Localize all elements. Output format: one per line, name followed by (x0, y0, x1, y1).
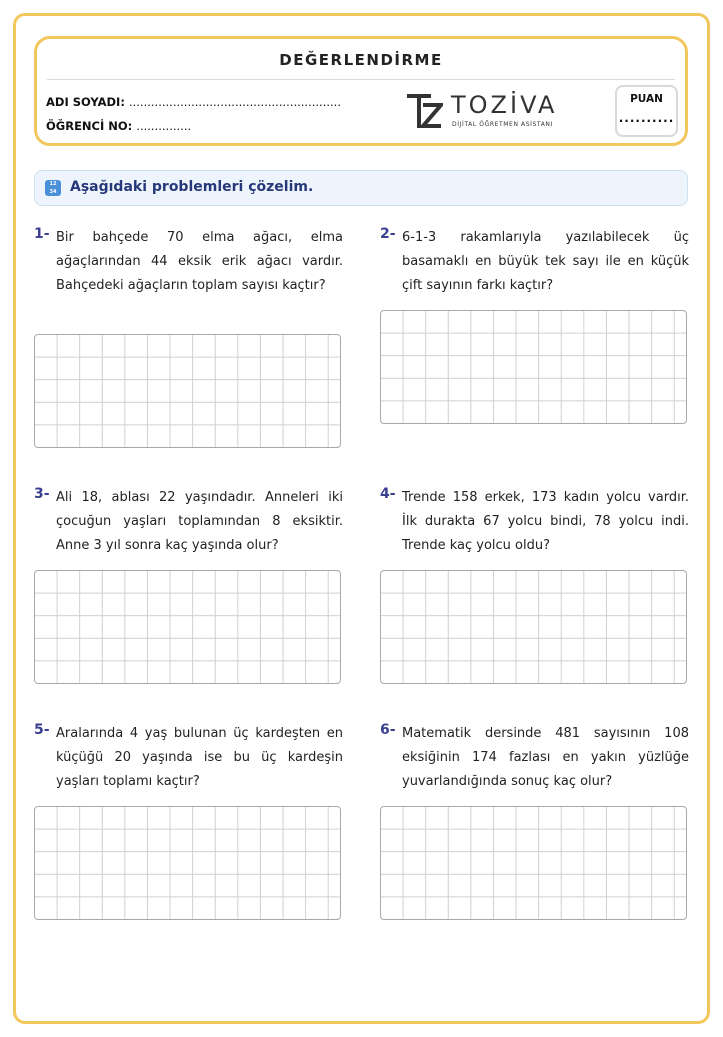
score-label: PUAN (630, 93, 663, 105)
logo-wordmark: TOZİVA (451, 91, 558, 119)
question-number: 3- (34, 486, 50, 502)
student-name-blank: .......................................................... (128, 95, 341, 109)
question-number: 5- (34, 722, 50, 738)
toziva-logo (405, 91, 565, 135)
student-name-label: ADI SOYADI: (46, 95, 125, 109)
question-text: Ali 18, ablası 22 yaşındadır. Anneleri iki çocuğun yaşları toplamından 8 eksiktir. Anne 3 yıl sonra kaç yaşında olur? (56, 490, 343, 553)
question-number: 2- (380, 226, 396, 242)
student-name-field[interactable] (46, 95, 341, 109)
answer-grid-4[interactable] (380, 570, 687, 684)
score-box[interactable] (615, 85, 678, 137)
answer-grid-1[interactable] (34, 334, 341, 448)
question-text: 6-1-3 rakamlarıyla yazılabilecek üç basamaklı en büyük tek sayı ile en küçük çift sayının farkı kaçtır? (402, 230, 689, 293)
answer-grid-3[interactable] (34, 570, 341, 684)
question-text: Trende 158 erkek, 173 kadın yolcu vardır. İlk durakta 67 yolcu bindi, 78 yolcu indi. Trende kaç yolcu oldu? (402, 490, 689, 553)
question-number: 6- (380, 722, 396, 738)
score-blank: .......... (618, 111, 675, 125)
toziva-logo-icon (405, 93, 443, 131)
student-number-field[interactable] (46, 119, 191, 133)
question-number: 1- (34, 226, 50, 242)
student-number-label: ÖĞRENCİ NO: (46, 119, 133, 133)
header-box (34, 36, 688, 146)
question-text: Matematik dersinde 481 sayısının 108 eksiğinin 174 fazlası en yakın yüzlüğe yuvarlandığında sonuç kaç olur? (402, 726, 689, 789)
numbers-icon: 12 34 (45, 180, 61, 196)
page-title: DEĞERLENDİRME (279, 51, 443, 69)
question-text: Aralarında 4 yaş bulunan üç kardeşten en küçüğü 20 yaşında ise bu üç kardeşin yaşları toplamı kaçtır? (56, 726, 343, 789)
instruction-text: Aşağıdaki problemleri çözelim. (70, 179, 314, 195)
answer-grid-6[interactable] (380, 806, 687, 920)
answer-grid-2[interactable] (380, 310, 687, 424)
answer-grid-5[interactable] (34, 806, 341, 920)
student-number-blank: ............... (136, 119, 192, 133)
question-number: 4- (380, 486, 396, 502)
logo-tagline: DİJİTAL ÖĞRETMEN ASİSTANI (452, 121, 553, 128)
header-divider (47, 79, 675, 80)
question-text: Bir bahçede 70 elma ağacı, elma ağaçlarından 44 eksik erik ağacı vardır. Bahçedeki ağaçların toplam sayısı kaçtır? (56, 230, 343, 293)
instruction-bar (34, 170, 688, 206)
